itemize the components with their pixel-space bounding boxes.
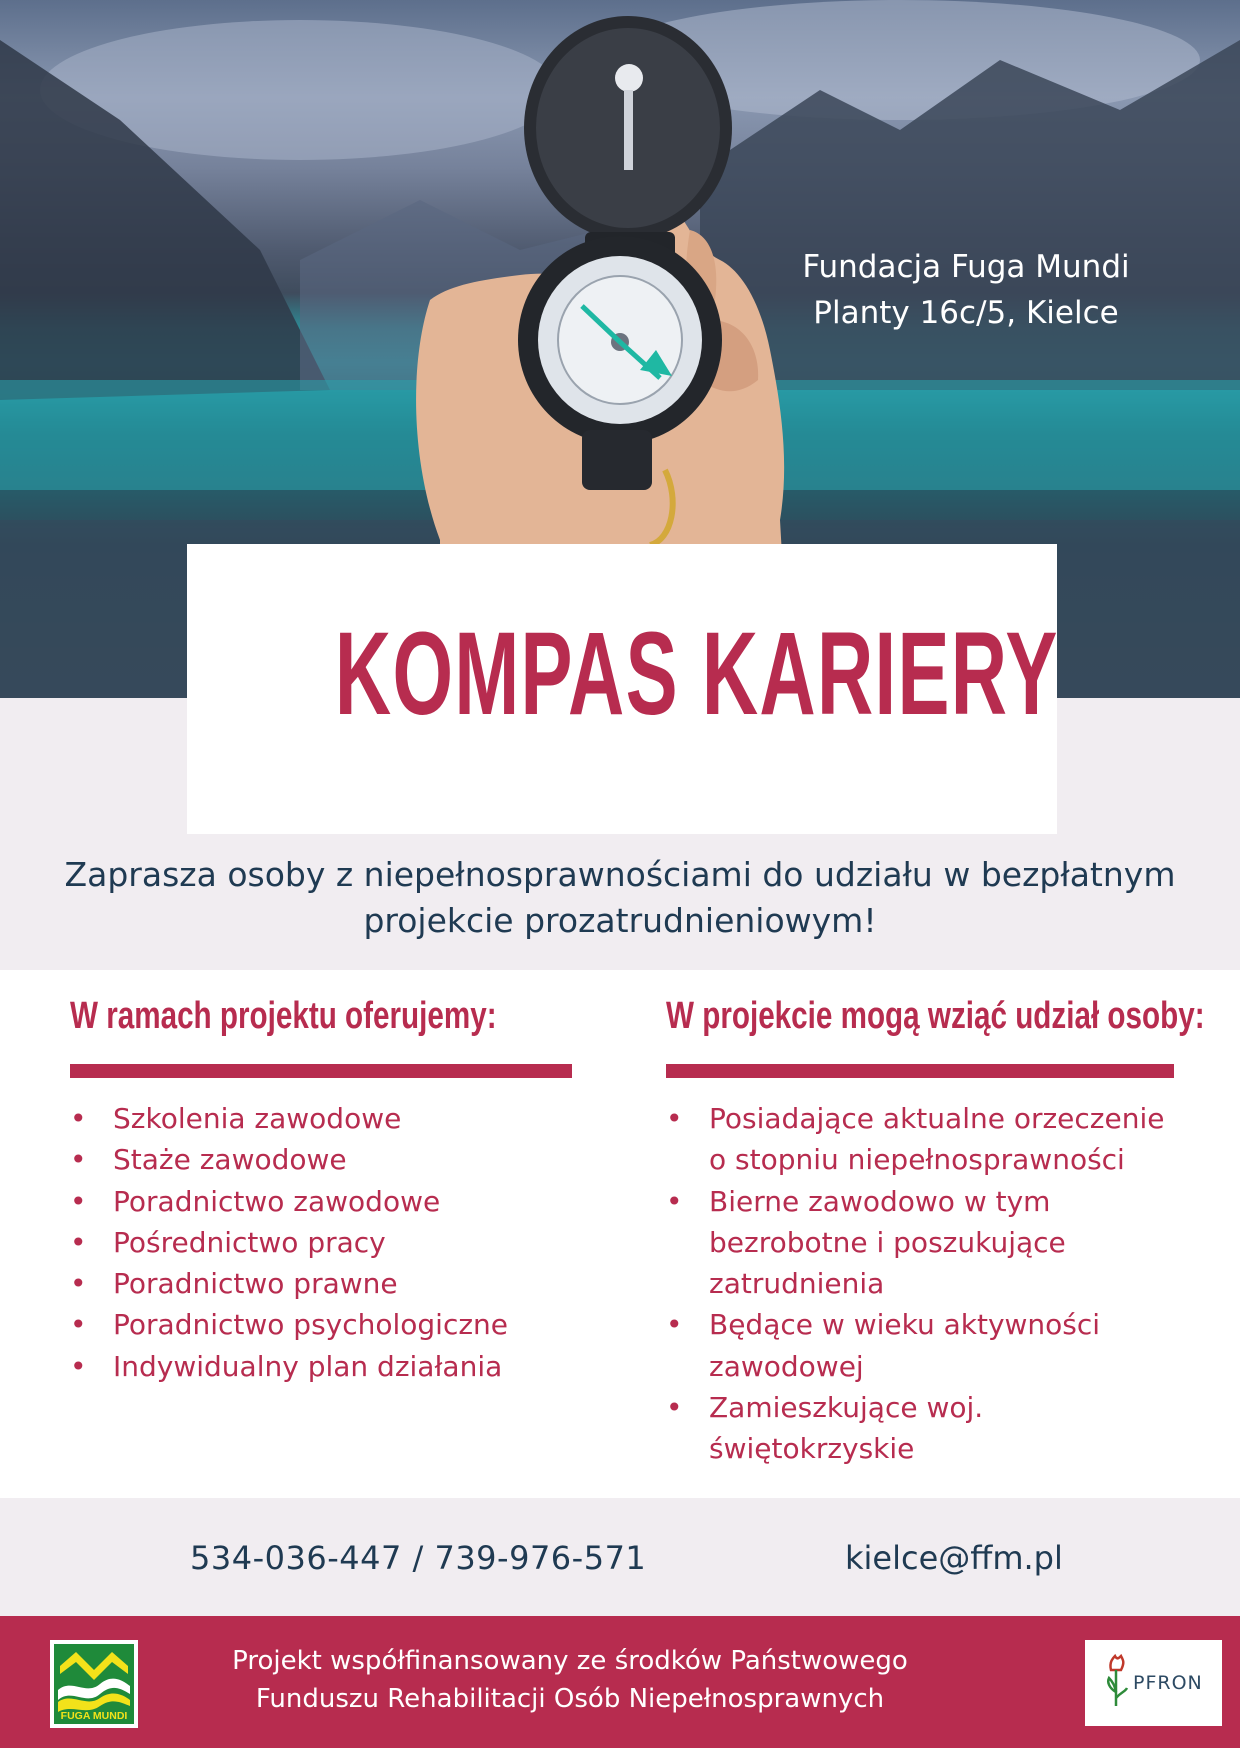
list-item: • Bierne zawodowo w tym bezrobotne i poszukujące zatrudnienia xyxy=(666,1181,1176,1305)
intro-line-2: projekcie prozatrudnieniowym! xyxy=(363,901,877,940)
bullet-dot-icon: • xyxy=(666,1184,683,1218)
list-item: • Indywidualny plan działania xyxy=(70,1346,574,1387)
intro-line-1: Zaprasza osoby z niepełnosprawnościami do udziału w bezpłatnym xyxy=(64,855,1176,894)
eligibility-column xyxy=(666,990,1205,1470)
funding-line-2: Funduszu Rehabilitacji Osób Niepełnosprawnych xyxy=(255,1684,885,1714)
bullet-dot-icon: • xyxy=(70,1308,87,1342)
eligibility-divider xyxy=(666,1064,1174,1078)
fuga-mundi-label: FUGA MUNDI xyxy=(60,1710,128,1722)
offer-list xyxy=(70,1098,574,1387)
bullet-dot-icon: • xyxy=(666,1308,683,1342)
footer xyxy=(0,1616,1240,1748)
pfron-label: PFRON xyxy=(1133,1672,1203,1694)
bullet-dot-icon: • xyxy=(70,1267,87,1301)
list-item: • Poradnictwo prawne xyxy=(70,1263,574,1304)
list-item: • Będące w wieku aktywności zawodowej xyxy=(666,1304,1176,1387)
list-item: • Szkolenia zawodowe xyxy=(70,1098,574,1139)
bullet-dot-icon: • xyxy=(70,1225,87,1259)
bullet-dot-icon: • xyxy=(70,1349,87,1383)
list-item: • Pośrednictwo pracy xyxy=(70,1222,574,1263)
bullet-dot-icon: • xyxy=(666,1391,683,1425)
offer-divider xyxy=(70,1064,572,1078)
eligibility-list xyxy=(666,1098,1176,1470)
title-card xyxy=(187,544,1057,834)
bullet-dot-icon: • xyxy=(70,1184,87,1218)
organization-address xyxy=(756,244,1176,336)
pfron-logo xyxy=(1085,1640,1222,1726)
bullet-dot-icon: • xyxy=(70,1143,87,1177)
offer-column xyxy=(70,990,574,1387)
bullet-dot-icon: • xyxy=(666,1102,683,1135)
offer-heading: W ramach projektu oferujemy: xyxy=(70,995,497,1037)
list-item: • Staże zawodowe xyxy=(70,1139,574,1180)
list-item: • Poradnictwo zawodowe xyxy=(70,1181,574,1222)
funding-note xyxy=(200,1642,940,1718)
funding-line-1: Projekt współfinansowany ze środków Państwowego xyxy=(232,1646,908,1676)
eligibility-heading: W projekcie mogą wziąć udział osoby: xyxy=(666,995,1205,1037)
list-item: • Zamieszkujące woj. świętokrzyskie xyxy=(666,1387,1176,1470)
email-address[interactable]: kielce@ffm.pl xyxy=(845,1539,1063,1577)
list-item: • Poradnictwo psychologiczne xyxy=(70,1304,574,1345)
organization-name: Fundacja Fuga Mundi xyxy=(802,249,1130,285)
bullet-dot-icon: • xyxy=(70,1102,87,1135)
page-title: KOMPAS KARIERY xyxy=(334,608,1059,740)
intro-text xyxy=(40,852,1200,944)
phone-numbers[interactable]: 534-036-447 / 739-976-571 xyxy=(190,1539,647,1577)
organization-street: Planty 16c/5, Kielce xyxy=(813,295,1119,331)
list-item: • Posiadające aktualne orzeczenie o stopniu niepełnosprawności xyxy=(666,1098,1176,1181)
fuga-mundi-logo xyxy=(50,1640,138,1728)
